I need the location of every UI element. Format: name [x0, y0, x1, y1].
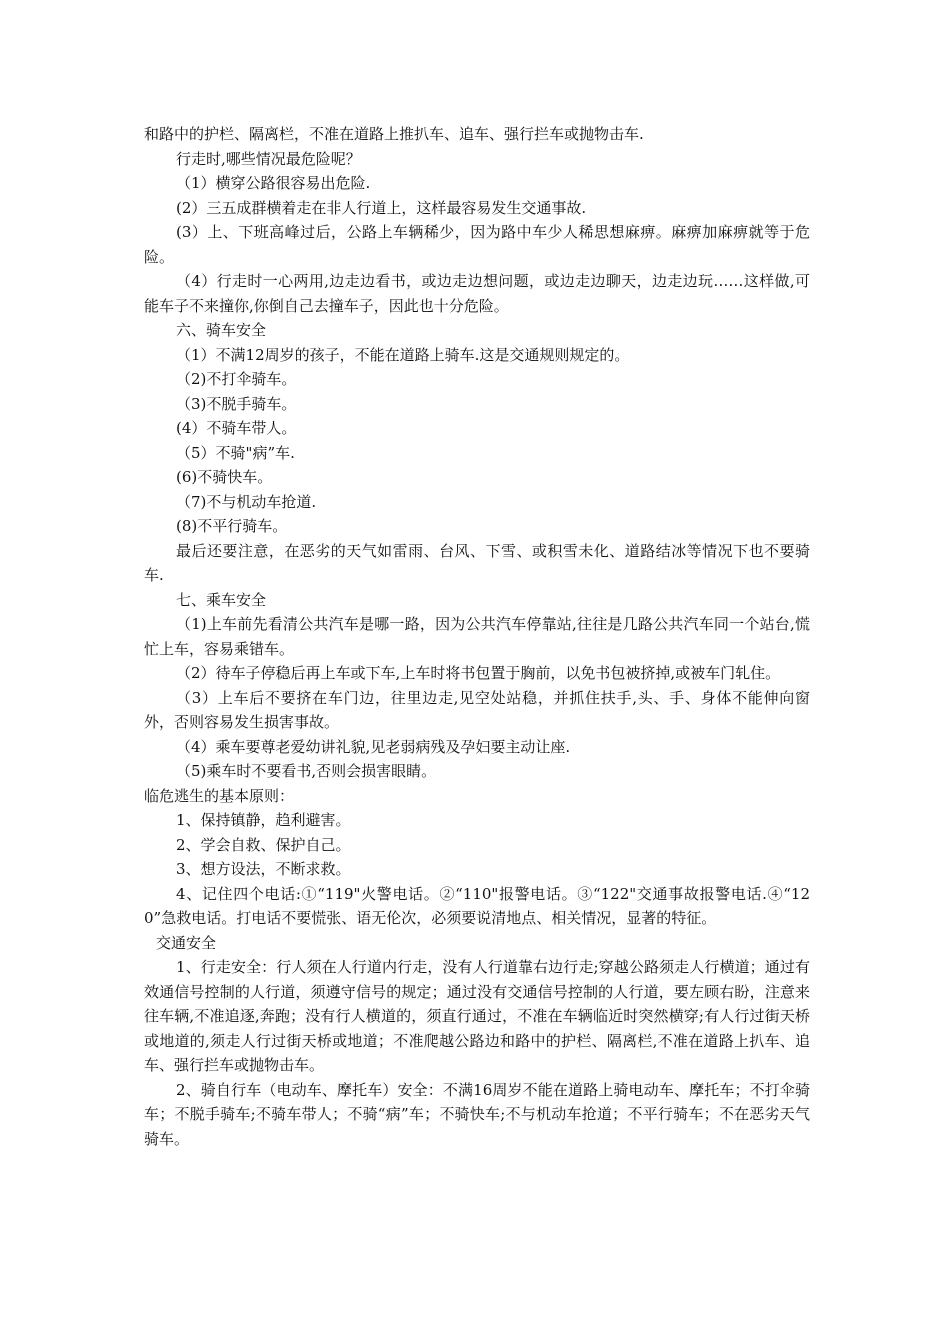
section-heading: 六、骑车安全 — [176, 321, 267, 339]
list-item: （5）不骑"病”车. — [176, 443, 295, 462]
paragraph: 行走时,哪些情况最危险呢？ — [176, 149, 361, 168]
list-item: (8)不平行骑车。 — [176, 517, 288, 535]
paragraph: 2、骑自行车（电动车、摩托车）安全：不满16周岁不能在道路上骑电动车、摩托车；不打伞骑车；不脱手骑车;不骑车带人；不骑“病”车；不骑快车;不与机动车抢道；不平行骑车；不在恶劣天气骑车。 — [144, 1080, 810, 1148]
list-item: （2)不打伞骑车。 — [176, 370, 297, 388]
document-page — [144, 122, 810, 1151]
list-item: 4、记住四个电话:①“119"火警电话。②“110"报警电话。③“122"交通事故报警电话.④“120”急救电话。打电话不要慌张、语无伦次，必须要说清地点、相关情况，显著的特征。 — [144, 884, 810, 927]
paragraph: 最后还要注意，在恶劣的天气如雷雨、台风、下雪、或积雪未化、道路结冰等情况下也不要骑车. — [144, 541, 810, 584]
section-heading: 临危逃生的基本原则： — [144, 786, 295, 805]
list-item: (4）不骑车带人。 — [176, 419, 297, 437]
list-item: 3、想方设法，不断求救。 — [176, 860, 351, 878]
paragraph: 和路中的护栏、隔离栏，不准在道路上推扒车、追车、强行拦车或抛物击车. — [144, 125, 644, 143]
section-heading: 七、乘车安全 — [176, 590, 267, 609]
section-heading: 交通安全 — [156, 933, 217, 952]
list-item: （4）乘车要尊老爱幼讲礼貌,见老弱病残及孕妇要主动让座. — [176, 737, 571, 756]
list-item: (6)不骑快车。 — [176, 468, 273, 486]
list-item: (2）三五成群横着走在非人行道上，这样最容易发生交通事故. — [176, 198, 587, 217]
list-item: （1)上车前先看清公共汽车是哪一路，因为公共汽车停靠站,往往是几路公共汽车同一个站台,慌忙上车，容易乘错车。 — [144, 615, 810, 658]
list-item: （5)乘车时不要看书,否则会损害眼睛。 — [176, 762, 437, 780]
list-item: （1）横穿公路很容易出危险. — [176, 174, 371, 192]
list-item: （2）待车子停稳后再上车或下车,上车时将书包置于胸前，以免书包被挤掉,或被车门轧住。 — [176, 664, 781, 682]
list-item: （3)不脱手骑车。 — [176, 394, 297, 413]
list-item: （1）不满12周岁的孩子，不能在道路上骑车.这是交通规则规定的。 — [176, 345, 630, 364]
list-item: （3）上车后不要挤在车门边，往里边走,见空处站稳，并抓住扶手,头、手、身体不能伸向窗外，否则容易发生损害事故。 — [144, 688, 810, 731]
list-item: 2、学会自救、保护自己。 — [176, 835, 351, 854]
list-item: （4）行走时一心两用,边走边看书，或边走边想问题，或边走边聊天，边走边玩……这样做,可能车子不来撞你,你倒自己去撞车子，因此也十分危险。 — [144, 272, 810, 315]
paragraph: 1、行走安全：行人须在人行道内行走，没有人行道靠右边行走;穿越公路须走人行横道；通过有效通信号控制的人行道，须遵守信号的规定；通过没有交通信号控制的人行道，要左顾右盼，注意来往车辆,不准追逐,奔跑；没有行人横道的，须直行通过，不准在车辆临近时突然横穿;有人行过街天桥或地道的,须走人行过街天桥或地道；不准爬越公路边和路中的护栏、隔离栏,不准在道路上扒车、追车、强行拦车或抛物击车。 — [144, 958, 810, 1074]
list-item: （7)不与机动车抢道. — [176, 492, 317, 511]
list-item: 1、保持镇静，趋利避害。 — [176, 811, 351, 829]
list-item: (3）上、下班高峰过后，公路上车辆稀少，因为路中车少人稀思想麻痹。麻痹加麻痹就等于危险。 — [144, 223, 810, 266]
